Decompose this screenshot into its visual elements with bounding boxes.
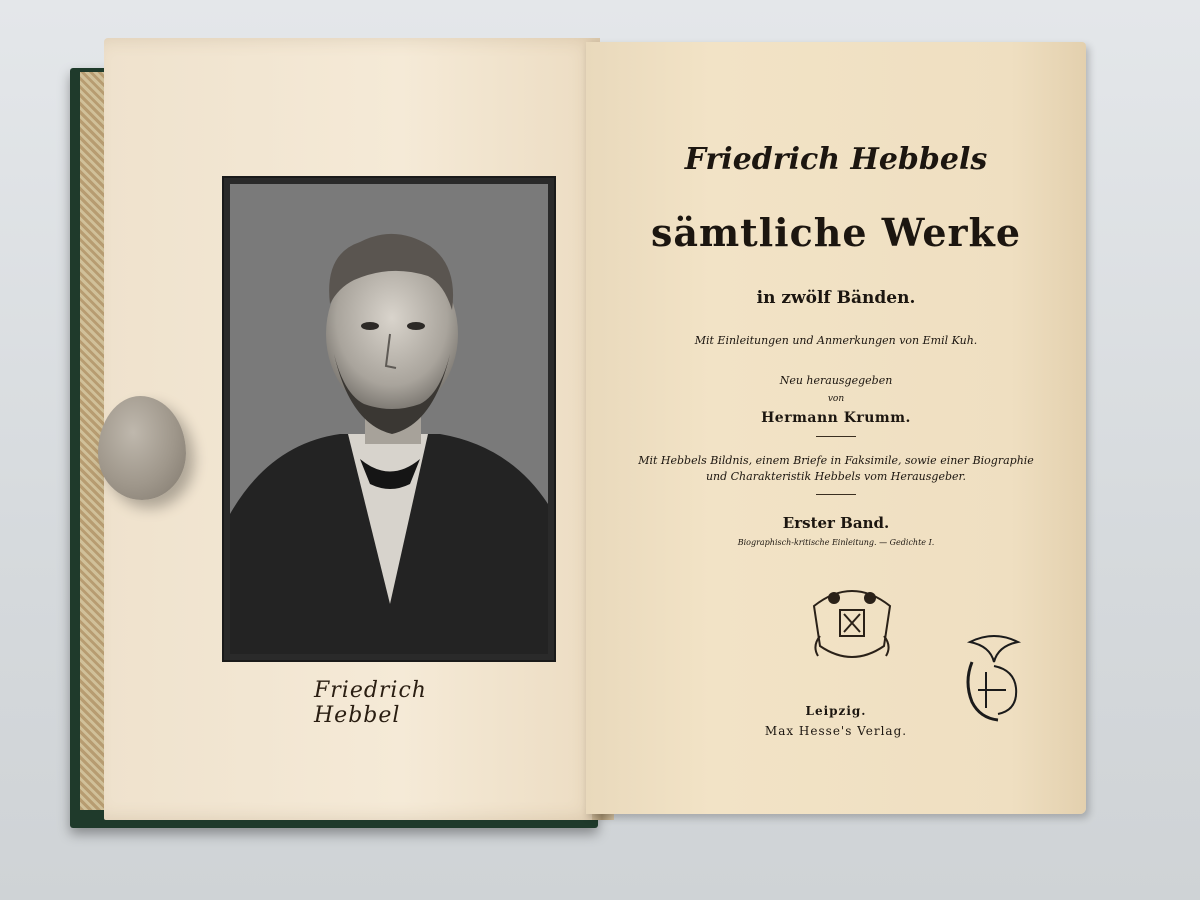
- introduction-line: Mit Einleitungen und Anmerkungen von Emil Kuh.: [694, 334, 978, 347]
- portrait-frame: [222, 176, 556, 662]
- divider-rule: [816, 436, 856, 437]
- publisher-name: Max Hesse's Verlag.: [764, 724, 908, 738]
- title-page: [586, 42, 1086, 814]
- contents-line: Biographisch-kritische Einleitung. — Gedichte I.: [737, 538, 935, 547]
- publication-city: Leipzig.: [805, 704, 867, 718]
- description-line-2: und Charakteristik Hebbels vom Herausgeber.: [705, 470, 967, 483]
- volume-label: Erster Band.: [782, 514, 890, 532]
- divider-rule: [816, 494, 856, 495]
- editor-name: Hermann Krumm.: [761, 410, 911, 426]
- author-signature: Friedrich Hebbel: [314, 678, 427, 728]
- work-title: sämtliche Werke: [650, 210, 1022, 255]
- volumes-line: in zwölf Bänden.: [756, 288, 916, 308]
- edited-line: Neu herausgegeben: [779, 374, 893, 387]
- author-portrait: [230, 184, 548, 654]
- by-line: von: [827, 394, 845, 404]
- portrait-illustration: [230, 184, 548, 654]
- open-book: [70, 38, 1090, 828]
- publisher-emblem-icon: [804, 576, 900, 668]
- author-heading: Friedrich Hebbels: [684, 142, 988, 177]
- description-line-1: Mit Hebbels Bildnis, einem Briefe in Faksimile, sowie einer Biographie: [638, 454, 1034, 467]
